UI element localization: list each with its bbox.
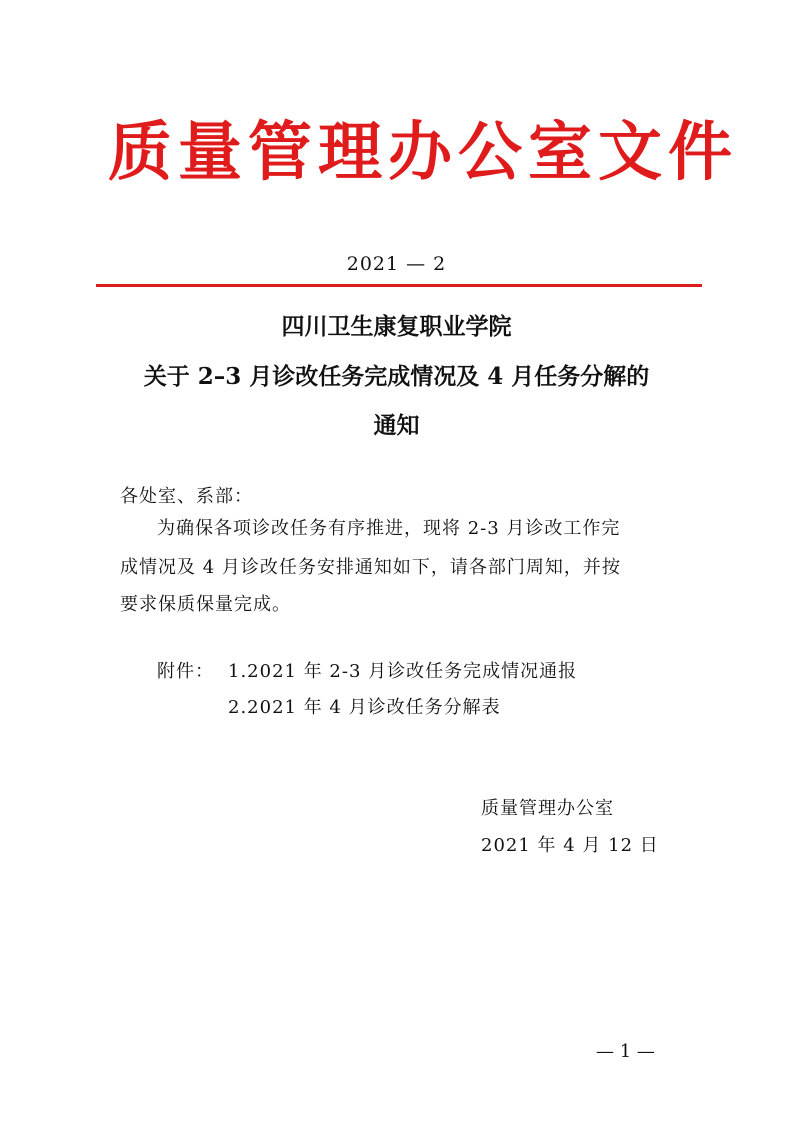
page-number: — 1 — — [596, 1041, 655, 1062]
attachment-item-1: 1.2021 年 2-3 月诊改任务完成情况通报 — [228, 661, 578, 682]
title-notice: 通知 — [373, 412, 420, 439]
signature-date: 2021 年 4 月 12 日 — [481, 835, 659, 856]
title-subject: 关于 2–3 月诊改任务完成情况及 4 月任务分解的 — [143, 363, 650, 390]
salutation: 各处室、系部： — [120, 486, 253, 507]
signature-office: 质量管理办公室 — [481, 798, 614, 819]
attachments-label: 附件： — [157, 661, 214, 682]
red-divider-line — [96, 284, 702, 287]
title-institution: 四川卫生康复职业学院 — [281, 313, 512, 340]
paragraph-line-3: 要求保质保量完成。 — [120, 594, 291, 615]
document-number: 2021 — 2 — [346, 253, 447, 275]
document-masthead: 质量管理办公室文件 — [108, 115, 738, 190]
attachment-item-2: 2.2021 年 4 月诊改任务分解表 — [228, 697, 501, 718]
paragraph-line-2: 成情况及 4 月诊改任务安排通知如下，请各部门周知，并按 — [120, 557, 621, 578]
paragraph-line-1: 为确保各项诊改任务有序推进，现将 2-3 月诊改工作完 — [157, 518, 621, 539]
